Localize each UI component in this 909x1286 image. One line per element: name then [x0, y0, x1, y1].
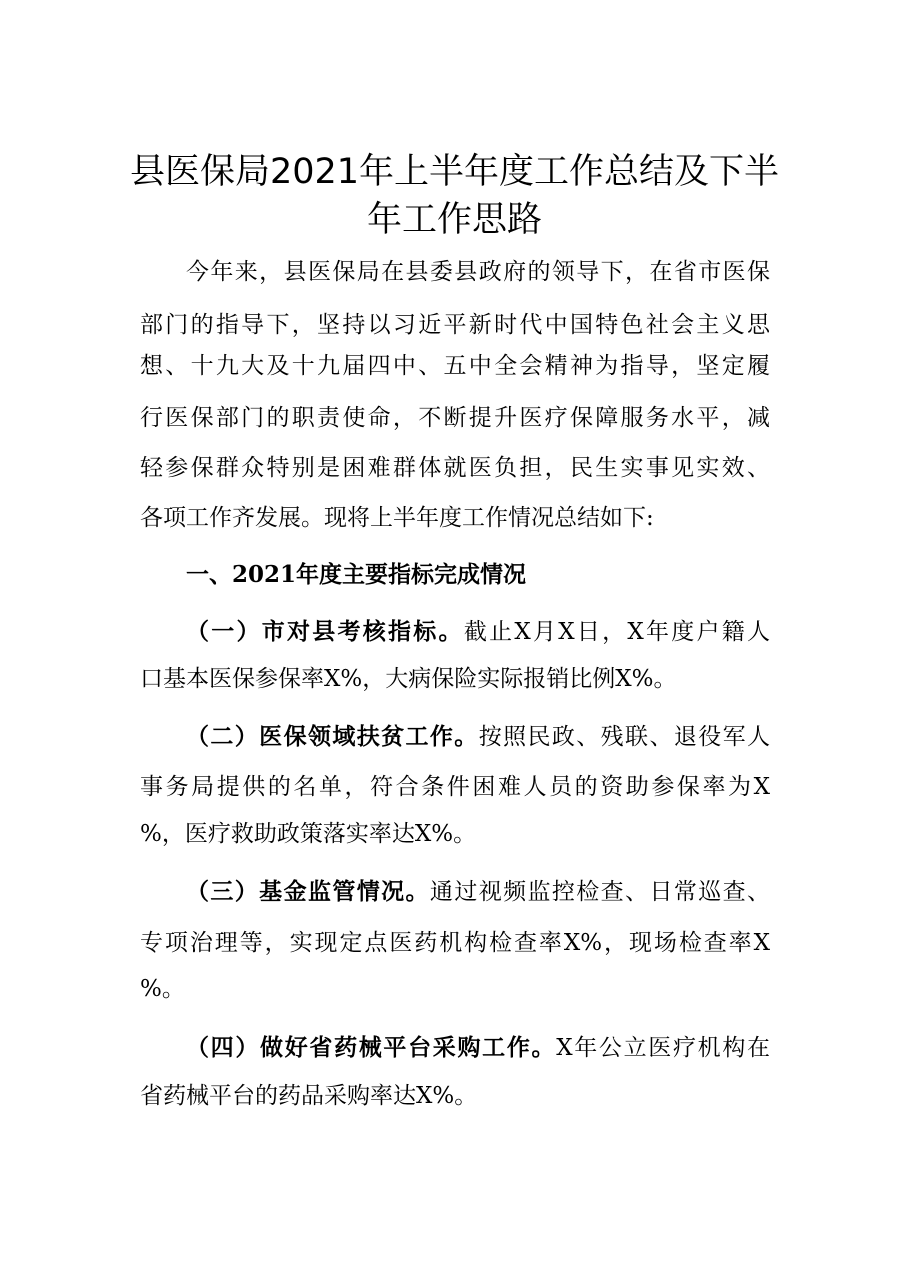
item-first-line: [186, 1032, 770, 1064]
intro-line: 各项工作齐发展。现将上半年度工作情况总结如下:: [140, 505, 654, 531]
intro-line: 想、十九大及十九届四中、五中全会精神为指导，坚定履: [140, 353, 770, 379]
item-heading: （一）市对县考核指标。: [186, 618, 464, 645]
item-line: 省药械平台的药品采购率达X%。: [140, 1083, 478, 1109]
item-heading: （二）医保领域扶贫工作。: [186, 723, 479, 750]
item-text: X年公立医疗机构在: [556, 1035, 771, 1061]
item-line: 事务局提供的名单，符合条件困难人员的资助参保率为X: [140, 774, 770, 800]
item-line: 口基本医保参保率X%，大病保险实际报销比例X%。: [140, 666, 677, 692]
item-first-line: [186, 721, 770, 753]
item-text: 按照民政、残联、退役军人: [478, 724, 771, 750]
intro-line: 行医保部门的职责使命，不断提升医疗保障服务水平，减: [140, 405, 770, 431]
intro-line: 轻参保群众特别是困难群体就医负担，民生实事见实效、: [140, 455, 770, 481]
section-heading: 一、2021年度主要指标完成情况: [186, 561, 527, 588]
item-heading: （三）基金监管情况。: [186, 878, 430, 905]
item-text: 通过视频监控检查、日常巡查、: [429, 879, 771, 905]
document-title-line-1: 县医保局2021年上半年度工作总结及下半: [129, 152, 780, 192]
item-text: 截止X月X日，X年度户籍人: [463, 619, 770, 645]
item-line: %，医疗救助政策落实率达X%。: [140, 821, 477, 847]
document-title-line-2: 年工作思路: [366, 200, 542, 240]
item-first-line: [186, 616, 770, 648]
item-line: %。: [140, 976, 185, 1002]
item-first-line: [186, 876, 770, 908]
intro-line: 部门的指导下，坚持以习近平新时代中国特色社会主义思: [140, 312, 770, 338]
item-heading: （四）做好省药械平台采购工作。: [186, 1034, 557, 1061]
item-line: 专项治理等，实现定点医药机构检查率X%，现场检查率X: [140, 930, 770, 956]
intro-line: 今年来，县医保局在县委县政府的领导下，在省市医保: [186, 259, 770, 285]
